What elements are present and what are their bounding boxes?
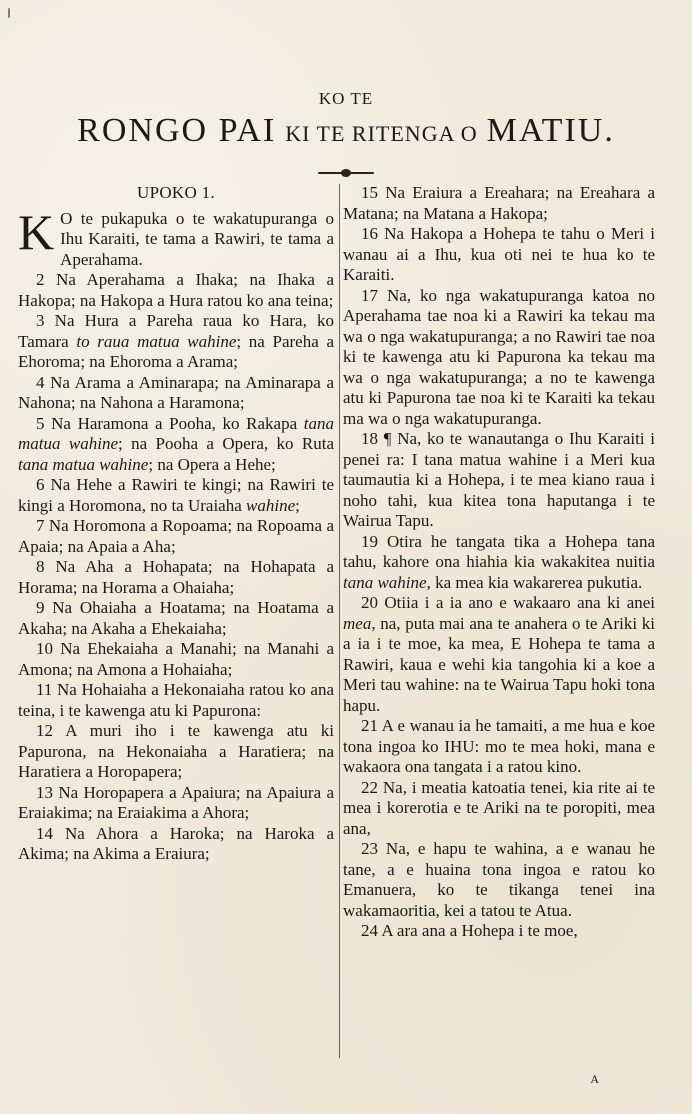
verse-19	[343, 532, 655, 594]
verse-text: ;	[295, 495, 300, 515]
italic-text: wahine	[246, 495, 296, 515]
verse-text: Na Hohaiaha a Hekonaiaha ratou ko ana teina, i te kawenga atu ki Papurona:	[18, 680, 334, 720]
chapter-heading: UPOKO 1.	[137, 183, 215, 202]
verse-number: 22	[361, 777, 378, 797]
verse-number: 21	[361, 716, 378, 735]
verse-text: Na, i meatia katoatia tenei, kia rite ai te mea i korerotia e te Ariki na te poropiti, mea ana,	[343, 777, 655, 838]
verse-number: 8	[36, 557, 45, 576]
verse-number: 5	[36, 413, 45, 433]
italic-text: tana wahine	[343, 572, 427, 592]
verse-text: Na Horopapera a Apaiura; na Apaiura a Eraiakima; na Eraiakima a Ahora;	[18, 782, 334, 822]
verse-text: Na Hehe a Rawiri te kingi; na Rawiri te kingi a Horomona, no ta Uraiaha	[18, 475, 334, 515]
verse-number: 24	[361, 921, 378, 940]
page-mark	[8, 8, 10, 18]
verse-number: 12	[36, 721, 53, 740]
verse-text: ; na Pareha a Ehoroma; na Ehoroma a Arama;	[18, 331, 334, 371]
verse-1	[18, 203, 334, 271]
verse-text: Na Ohaiaha a Hoatama; na Hoatama a Akaha; na Akaha a Ehekaiaha;	[18, 598, 334, 638]
verse-number: 17	[361, 285, 378, 305]
verse-text: Na Hakopa a Hohepa te tahu o Meri i wanau ai a Ihu, kua oti nei te hua ko te Karaiti.	[343, 224, 655, 284]
verse-4	[18, 373, 334, 414]
verse-text: A muri iho i te kawenga atu ki Papurona, na Hekonaiaha a Haratiera; na Haratiera a Horopapera;	[18, 721, 334, 781]
verse-text: Na Ehekaiaha a Manahi; na Manahi a Amona; na Amona a Hohaiaha;	[18, 639, 334, 679]
verse-5	[18, 414, 334, 476]
verse-number: 20	[361, 593, 378, 612]
verse-2	[18, 270, 334, 311]
verse-8	[18, 557, 334, 598]
verse-text: Na Ahora a Haroka; na Haroka a Akima; na Akima a Eraiura;	[18, 823, 334, 863]
verse-text: Na Aperahama a Ihaka; na Ihaka a Hakopa; na Hakopa a Hura ratou ko ana teina;	[18, 270, 334, 310]
verse-text: Otiia i a ia ano e wakaaro ana ki anei	[384, 593, 655, 612]
header-ko-te: KO TE	[318, 89, 374, 108]
verse-20	[343, 593, 655, 716]
verse-number: 7	[36, 516, 45, 535]
decorative-rule	[318, 169, 374, 177]
verse-24	[343, 921, 655, 942]
verse-16	[343, 224, 655, 286]
title-line	[18, 112, 674, 150]
verse-6	[18, 475, 334, 516]
verse-7	[18, 516, 334, 557]
title-ki-te-ritenga-o: KI TE RITENGA O	[285, 121, 478, 146]
verse-text: Na Haramona a Pooha, ko Rakapa	[51, 413, 298, 433]
italic-text: tana matua wahine	[18, 454, 149, 474]
verse-number: 6	[36, 475, 45, 494]
verse-text: Na Arama a Aminarapa; na Aminarapa a Nahona; na Nahona a Haramona;	[18, 372, 334, 412]
verse-9	[18, 598, 334, 639]
verse-text: Na Eraiura a Ereahara; na Ereahara a Matana; na Matana a Hakopa;	[343, 183, 655, 223]
verse-text: O te pukapuka o te wakatupuranga o Ihu Karaiti, te tama a Rawiri, te tama a Aperahama.	[60, 208, 334, 269]
verse-3	[18, 311, 334, 373]
verse-number: 13	[36, 782, 53, 802]
verse-15	[343, 183, 655, 224]
verse-number: 18	[361, 429, 378, 448]
italic-text: mea	[343, 613, 372, 633]
verse-text: ; na Opera a Hehe;	[148, 454, 276, 474]
verse-number: 23	[361, 839, 378, 858]
verse-text: Na Hura a Pareha raua ko Hara, ko Tamara	[18, 311, 334, 351]
title-matiu: MATIU.	[486, 112, 615, 149]
verse-number: 4	[36, 372, 45, 392]
verse-12	[18, 721, 334, 783]
verse-22	[343, 778, 655, 840]
column-divider	[339, 184, 340, 1058]
signature-mark: A	[590, 1072, 600, 1086]
italic-text: to raua matua wahine	[76, 331, 237, 351]
verse-text: , ka mea kia wakarerea pukutia.	[426, 572, 643, 592]
verse-18	[343, 429, 655, 532]
verse-number: 10	[36, 639, 53, 658]
verse-number: 3	[36, 311, 45, 330]
verse-17	[343, 286, 655, 430]
paragraph-mark: ¶	[383, 429, 392, 448]
verse-13	[18, 783, 334, 824]
verse-text: A ara ana a Hohepa i te moe,	[381, 921, 578, 940]
verse-text: , na, puta mai ana te anahera o te Ariki ki a ia i te moe, ka mea, E Hohepa te tama a Rawiri, kaua e wehi kia tangohia ki a koe a Meri tau wahine: na te Wairua Tapu hoki tona hapu.	[343, 613, 655, 715]
verse-text: Otira he tangata tika a Hohepa tana tahu, kahore ona hiahia kia wakakitea nuitia	[343, 531, 655, 571]
verse-number: 19	[361, 531, 378, 551]
verse-text: Na Aha a Hohapata; na Hohapata a Horama; na Horama a Ohaiaha;	[18, 557, 334, 597]
verse-number: 9	[36, 598, 45, 617]
verse-number: 15	[361, 183, 378, 202]
title-rongo-pai: RONGO PAI	[77, 112, 277, 149]
verse-text: Na Horomona a Ropoama; na Ropoama a Apaia; na Apaia a Aha;	[18, 516, 334, 556]
verse-number: 14	[36, 823, 53, 843]
verse-23	[343, 839, 655, 921]
left-column	[18, 183, 334, 1078]
verse-14	[18, 824, 334, 865]
verse-number: 11	[36, 680, 53, 699]
verse-number: 2	[36, 270, 45, 289]
drop-cap: K	[18, 203, 55, 260]
verse-text: A e wanau ia he tamaiti, a me hua e koe tona ingoa ko IHU: mo te mea hoki, mana e wakaora ona tangata i a ratou kino.	[343, 716, 655, 776]
verse-11	[18, 680, 334, 721]
italic-text: tana matua wahine	[18, 413, 334, 453]
right-column	[343, 183, 655, 1078]
verse-number: 16	[361, 224, 378, 243]
verse-10	[18, 639, 334, 680]
verse-text: Na, ko nga wakatupuranga katoa no Aperahama tae noa ki a Rawiri ka tekau ma wa o nga wakatupuranga; a no Rawiri tae noa ki te kawenga atu ki Papurona ka tekau ma wa o nga wakatupuranga; a no te kawenga atu ki Papurona tae noa ki te Karaiti ka tekau ma wa o nga wakatupuranga.	[343, 285, 655, 428]
verse-text: Na, e hapu te wahina, a e wanau he tane, a e huaina tona ingoa e ratou ko Emanuera, ko te tikanga tenei ina wakamaoritia, kei a tatou te Atua.	[343, 839, 655, 920]
verse-21	[343, 716, 655, 778]
verse-text: ; na Pooha a Opera, ko Ruta	[118, 434, 334, 453]
verse-text: Na, ko te wanautanga o Ihu Karaiti i penei ra: I tana matua wahine i a Meri kua taumautia ki a Hohepa, i te mea kiano raua i noho tahi, kua kitea tona haputanga i te Wairua Tapu.	[343, 429, 655, 530]
